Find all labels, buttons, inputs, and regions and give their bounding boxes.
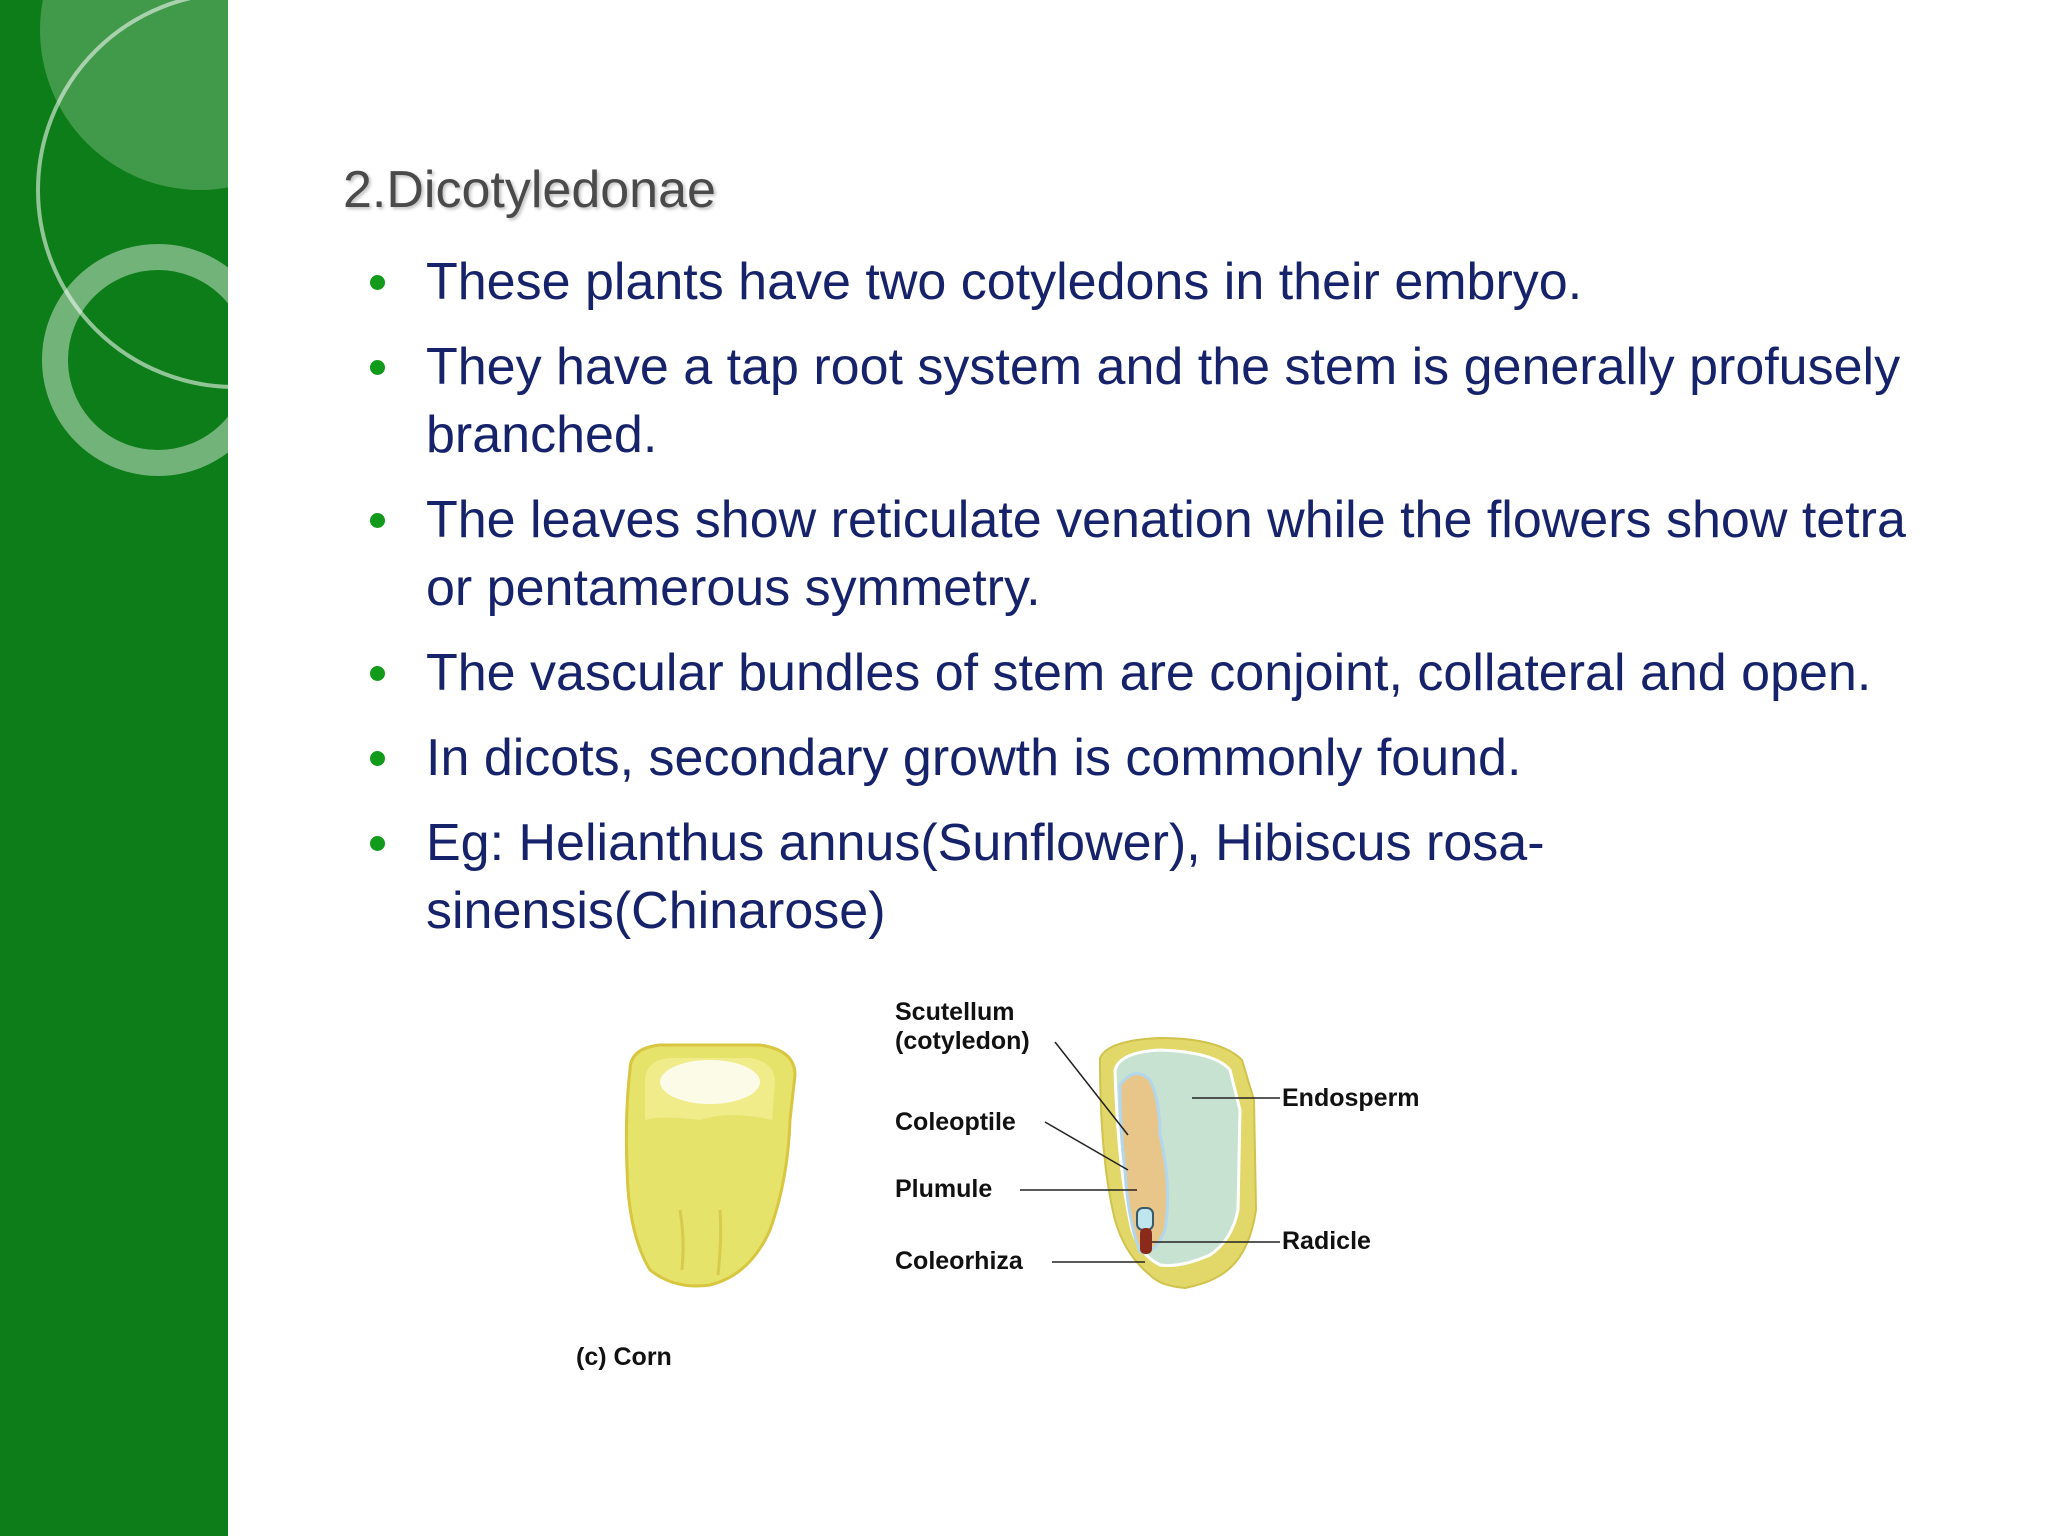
bullet-item [362,639,1962,707]
bullet-text: In dicots, secondary growth is commonly found. [426,729,1522,787]
sidebar-thick-ring [55,257,261,463]
bullet-text: The leaves show reticulate venation while the flowers show tetra or pentamerous symmetry. [426,491,1906,617]
figure-caption: (c) Corn [576,1343,672,1371]
bullet-dot-icon [370,513,385,528]
coleorhiza-label: Coleorhiza [895,1247,1023,1275]
bullet-text: Eg: Helianthus annus(Sunflower), Hibiscus rosa-sinensis(Chinarose) [426,814,1545,940]
bullet-dot-icon [370,360,385,375]
bullet-list [362,248,1962,940]
bullet-text: These plants have two cotyledons in their embryo. [426,253,1583,311]
bullet-item [362,724,1962,792]
sidebar-circles-graphic [0,0,228,1536]
bullet-item [362,333,1962,469]
bullet-dot-icon [370,666,385,681]
bullet-item [362,486,1962,622]
radicle-label: Radicle [1282,1227,1371,1255]
scutellum-label: Scutellum [895,998,1015,1026]
corn-seed-figure [560,970,1560,1390]
plumule-label: Plumule [895,1175,993,1203]
sidebar-light-disc [40,0,360,190]
endosperm-label: Endosperm [1282,1084,1420,1112]
sidebar-decoration [0,0,228,1536]
coleoptile-label: Coleoptile [895,1108,1016,1136]
bullet-item [362,248,1962,316]
cotyledon-label: (cotyledon) [895,1027,1030,1055]
bullet-item [362,809,1962,940]
bullet-text: They have a tap root system and the stem is generally profusely branched. [426,338,1901,464]
corn-seed-diagram [560,970,1560,1390]
bullet-dot-icon [370,836,385,851]
corn-section-illustration [1100,1038,1256,1288]
slide-title: 2.Dicotyledonae [343,161,716,219]
bullet-dot-icon [370,275,385,290]
bullet-dot-icon [370,751,385,766]
corn-kernel-illustration [626,1045,795,1286]
bullet-text: The vascular bundles of stem are conjoint, collateral and open. [426,644,1872,702]
